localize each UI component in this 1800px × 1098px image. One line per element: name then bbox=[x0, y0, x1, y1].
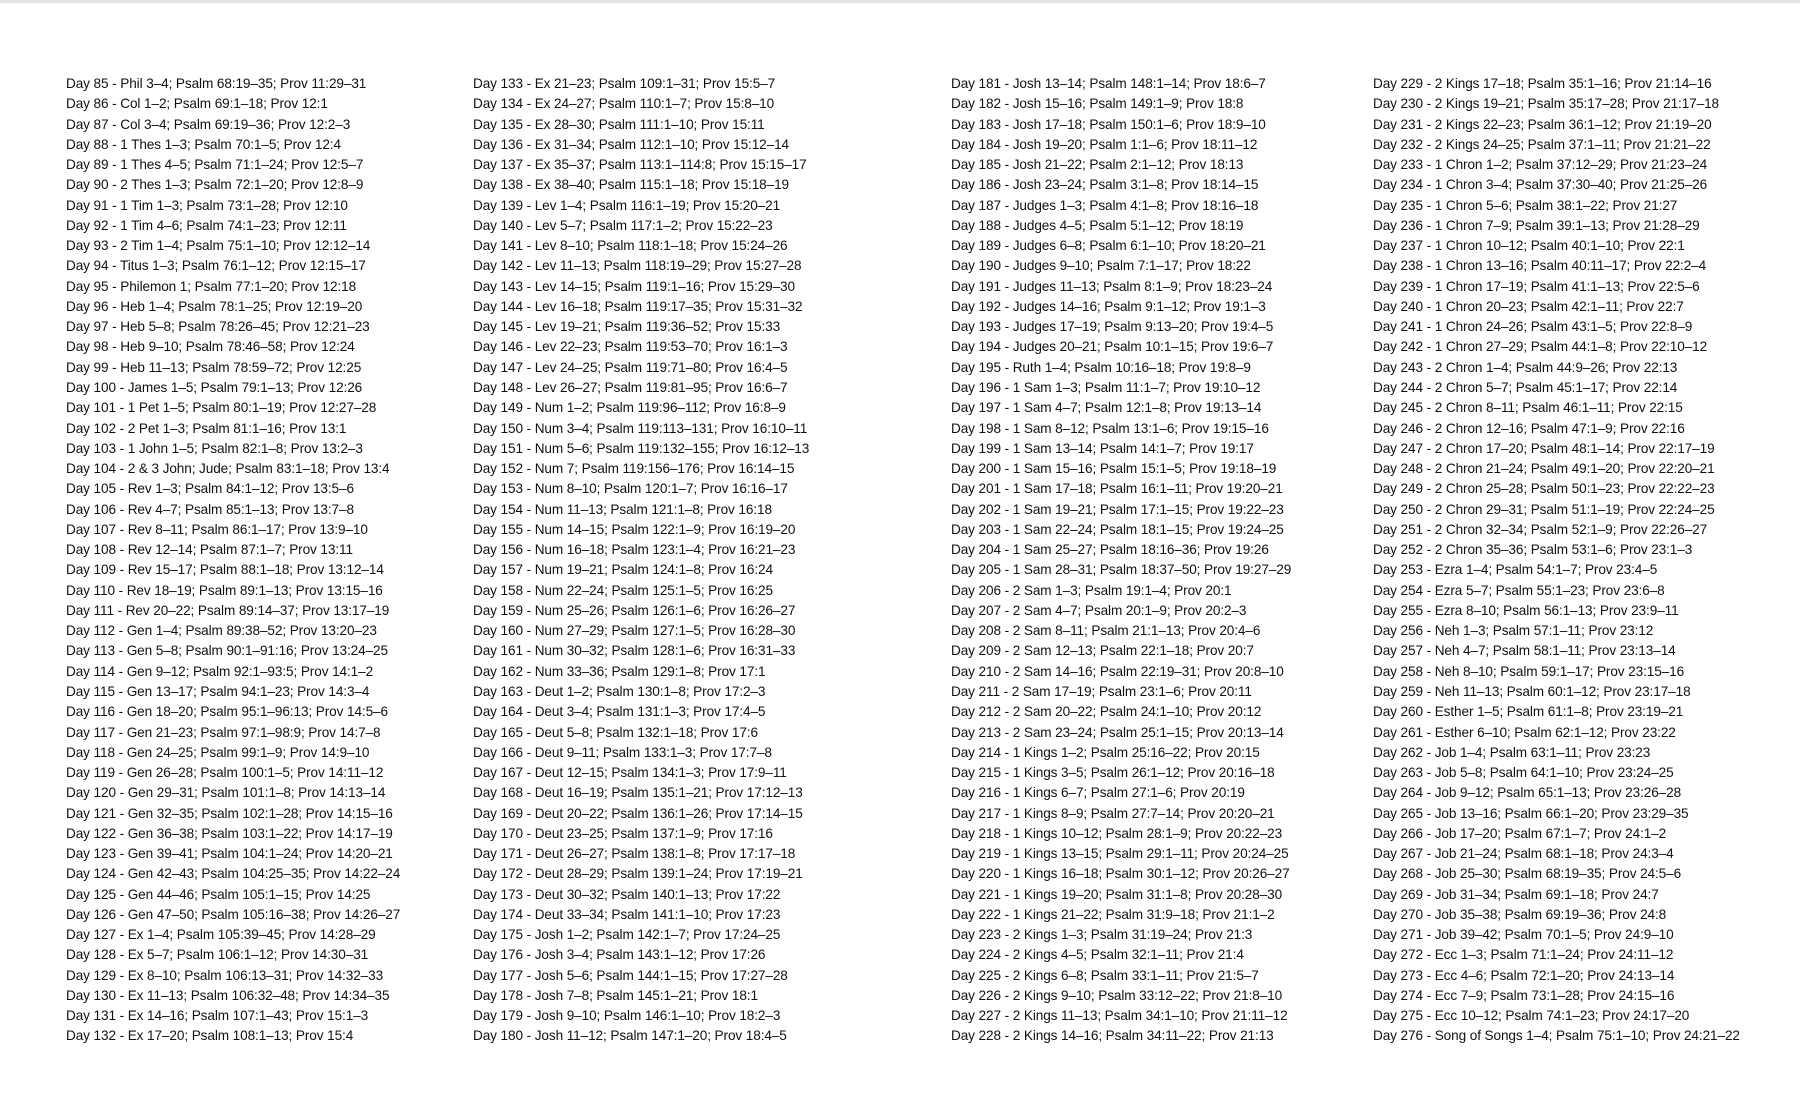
reading-entry: Day 87 - Col 3–4; Psalm 69:19–36; Prov 12:2–3 bbox=[66, 116, 351, 132]
reading-entry: Day 260 - Esther 1–5; Psalm 61:1–8; Prov 23:19–21 bbox=[1373, 704, 1684, 720]
reading-entry: Day 211 - 2 Sam 17–19; Psalm 23:1–6; Prov 20:11 bbox=[951, 683, 1252, 699]
reading-entry: Day 86 - Col 1–2; Psalm 69:1–18; Prov 12:1 bbox=[66, 96, 328, 112]
reading-entry: Day 138 - Ex 38–40; Psalm 115:1–18; Prov 15:18–19 bbox=[473, 177, 790, 193]
reading-entry: Day 237 - 1 Chron 10–12; Psalm 40:1–10; Prov 22:1 bbox=[1373, 238, 1685, 254]
reading-entry: Day 133 - Ex 21–23; Psalm 109:1–31; Prov 15:5–7 bbox=[473, 76, 776, 91]
reading-entry: Day 191 - Judges 11–13; Psalm 8:1–9; Prov 18:23–24 bbox=[951, 278, 1273, 294]
reading-entry: Day 197 - 1 Sam 4–7; Psalm 12:1–8; Prov 19:13–14 bbox=[951, 400, 1262, 416]
reading-entry: Day 174 - Deut 33–34; Psalm 141:1–10; Prov 17:23 bbox=[473, 906, 781, 922]
reading-entry: Day 126 - Gen 47–50; Psalm 105:16–38; Prov 14:26–27 bbox=[66, 906, 401, 922]
reading-entry: Day 233 - 1 Chron 1–2; Psalm 37:12–29; Prov 21:23–24 bbox=[1373, 157, 1708, 173]
reading-entry: Day 155 - Num 14–15; Psalm 122:1–9; Prov 16:19–20 bbox=[473, 521, 796, 537]
reading-entry: Day 136 - Ex 31–34; Psalm 112:1–10; Prov 15:12–14 bbox=[473, 136, 790, 152]
reading-entry: Day 129 - Ex 8–10; Psalm 106:13–31; Prov 14:32–33 bbox=[66, 967, 384, 983]
reading-entry: Day 261 - Esther 6–10; Psalm 62:1–12; Prov 23:22 bbox=[1373, 724, 1676, 740]
reading-entry: Day 202 - 1 Sam 19–21; Psalm 17:1–15; Prov 19:22–23 bbox=[951, 501, 1284, 517]
reading-entry: Day 176 - Josh 3–4; Psalm 143:1–12; Prov 17:26 bbox=[473, 947, 766, 963]
reading-entry: Day 107 - Rev 8–11; Psalm 86:1–17; Prov 13:9–10 bbox=[66, 521, 368, 537]
reading-entry: Day 161 - Num 30–32; Psalm 128:1–6; Prov 16:31–33 bbox=[473, 643, 796, 659]
reading-entry: Day 146 - Lev 22–23; Psalm 119:53–70; Prov 16:1–3 bbox=[473, 339, 788, 355]
reading-entry: Day 142 - Lev 11–13; Psalm 118:19–29; Prov 15:27–28 bbox=[473, 258, 802, 274]
reading-entry: Day 127 - Ex 1–4; Psalm 105:39–45; Prov 14:28–29 bbox=[66, 927, 376, 943]
reading-entry: Day 272 - Ecc 1–3; Psalm 71:1–24; Prov 24:11–12 bbox=[1373, 947, 1674, 963]
reading-entry: Day 236 - 1 Chron 7–9; Psalm 39:1–13; Prov 21:28–29 bbox=[1373, 217, 1700, 233]
reading-entry: Day 266 - Job 17–20; Psalm 67:1–7; Prov 24:1–2 bbox=[1373, 825, 1667, 841]
reading-entry: Day 118 - Gen 24–25; Psalm 99:1–9; Prov 14:9–10 bbox=[66, 744, 370, 760]
reading-entry: Day 252 - 2 Chron 35–36; Psalm 53:1–6; Prov 23:1–3 bbox=[1373, 542, 1693, 558]
reading-entry: Day 267 - Job 21–24; Psalm 68:1–18; Prov 24:3–4 bbox=[1373, 846, 1674, 862]
reading-entry: Day 99 - Heb 11–13; Psalm 78:59–72; Prov 12:25 bbox=[66, 359, 362, 375]
reading-entry: Day 108 - Rev 12–14; Psalm 87:1–7; Prov 13:11 bbox=[66, 542, 353, 558]
reading-entry: Day 141 - Lev 8–10; Psalm 118:1–18; Prov 15:24–26 bbox=[473, 238, 788, 254]
reading-entry: Day 104 - 2 & 3 John; Jude; Psalm 83:1–18; Prov 13:4 bbox=[66, 461, 390, 477]
reading-column-4 bbox=[1373, 74, 1740, 1047]
reading-entry: Day 162 - Num 33–36; Psalm 129:1–8; Prov 17:1 bbox=[473, 663, 766, 679]
top-divider bbox=[0, 0, 1800, 3]
reading-entry: Day 167 - Deut 12–15; Psalm 134:1–3; Prov 17:9–11 bbox=[473, 765, 787, 781]
reading-entry: Day 265 - Job 13–16; Psalm 66:1–20; Prov 23:29–35 bbox=[1373, 805, 1689, 821]
reading-entry: Day 131 - Ex 14–16; Psalm 107:1–43; Prov 15:1–3 bbox=[66, 1008, 369, 1024]
reading-entry: Day 177 - Josh 5–6; Psalm 144:1–15; Prov 17:27–28 bbox=[473, 967, 788, 983]
reading-entry: Day 110 - Rev 18–19; Psalm 89:1–13; Prov 13:15–16 bbox=[66, 582, 383, 598]
reading-entry: Day 219 - 1 Kings 13–15; Psalm 29:1–11; Prov 20:24–25 bbox=[951, 846, 1289, 862]
reading-entry: Day 263 - Job 5–8; Psalm 64:1–10; Prov 23:24–25 bbox=[1373, 765, 1674, 781]
reading-entry: Day 248 - 2 Chron 21–24; Psalm 49:1–20; Prov 22:20–21 bbox=[1373, 461, 1715, 477]
reading-entry: Day 102 - 2 Pet 1–3; Psalm 81:1–16; Prov 13:1 bbox=[66, 420, 347, 436]
reading-entry: Day 212 - 2 Sam 20–22; Psalm 24:1–10; Prov 20:12 bbox=[951, 704, 1262, 720]
reading-entry: Day 90 - 2 Thes 1–3; Psalm 72:1–20; Prov 12:8–9 bbox=[66, 177, 364, 193]
reading-entry: Day 180 - Josh 11–12; Psalm 147:1–20; Prov 18:4–5 bbox=[473, 1028, 787, 1044]
reading-entry: Day 215 - 1 Kings 3–5; Psalm 26:1–12; Prov 20:16–18 bbox=[951, 765, 1275, 781]
reading-entry: Day 258 - Neh 8–10; Psalm 59:1–17; Prov 23:15–16 bbox=[1373, 663, 1685, 679]
reading-entry: Day 188 - Judges 4–5; Psalm 5:1–12; Prov 18:19 bbox=[951, 217, 1244, 233]
reading-entry: Day 164 - Deut 3–4; Psalm 131:1–3; Prov 17:4–5 bbox=[473, 704, 766, 720]
reading-entry: Day 119 - Gen 26–28; Psalm 100:1–5; Prov 14:11–12 bbox=[66, 765, 384, 781]
reading-entry: Day 199 - 1 Sam 13–14; Psalm 14:1–7; Prov 19:17 bbox=[951, 440, 1254, 456]
reading-entry: Day 186 - Josh 23–24; Psalm 3:1–8; Prov 18:14–15 bbox=[951, 177, 1259, 193]
reading-entry: Day 187 - Judges 1–3; Psalm 4:1–8; Prov 18:16–18 bbox=[951, 197, 1259, 213]
reading-entry: Day 249 - 2 Chron 25–28; Psalm 50:1–23; Prov 22:22–23 bbox=[1373, 481, 1715, 497]
reading-entry: Day 172 - Deut 28–29; Psalm 139:1–24; Prov 17:19–21 bbox=[473, 866, 803, 882]
reading-entry: Day 216 - 1 Kings 6–7; Psalm 27:1–6; Prov 20:19 bbox=[951, 785, 1245, 801]
reading-entry: Day 225 - 2 Kings 6–8; Psalm 33:1–11; Prov 21:5–7 bbox=[951, 967, 1259, 983]
reading-entry: Day 222 - 1 Kings 21–22; Psalm 31:9–18; Prov 21:1–2 bbox=[951, 906, 1275, 922]
reading-column-3 bbox=[951, 74, 1291, 1047]
reading-entry: Day 234 - 1 Chron 3–4; Psalm 37:30–40; Prov 21:25–26 bbox=[1373, 177, 1708, 193]
reading-entry: Day 210 - 2 Sam 14–16; Psalm 22:19–31; Prov 20:8–10 bbox=[951, 663, 1284, 679]
reading-entry: Day 271 - Job 39–42; Psalm 70:1–5; Prov 24:9–10 bbox=[1373, 927, 1674, 943]
reading-entry: Day 173 - Deut 30–32; Psalm 140:1–13; Prov 17:22 bbox=[473, 886, 781, 902]
reading-entry: Day 85 - Phil 3–4; Psalm 68:19–35; Prov 11:29–31 bbox=[66, 76, 367, 91]
reading-entry: Day 116 - Gen 18–20; Psalm 95:1–96:13; Prov 14:5–6 bbox=[66, 704, 388, 720]
reading-entry: Day 232 - 2 Kings 24–25; Psalm 37:1–11; Prov 21:21–22 bbox=[1373, 136, 1711, 152]
reading-entry: Day 156 - Num 16–18; Psalm 123:1–4; Prov 16:21–23 bbox=[473, 542, 796, 558]
reading-entry: Day 175 - Josh 1–2; Psalm 142:1–7; Prov 17:24–25 bbox=[473, 927, 781, 943]
reading-entry: Day 130 - Ex 11–13; Psalm 106:32–48; Prov 14:34–35 bbox=[66, 987, 390, 1003]
reading-entry: Day 192 - Judges 14–16; Psalm 9:1–12; Prov 19:1–3 bbox=[951, 298, 1266, 314]
reading-entry: Day 165 - Deut 5–8; Psalm 132:1–18; Prov 17:6 bbox=[473, 724, 758, 740]
reading-entry: Day 179 - Josh 9–10; Psalm 146:1–10; Prov 18:2–3 bbox=[473, 1008, 781, 1024]
reading-entry: Day 113 - Gen 5–8; Psalm 90:1–91:16; Prov 13:24–25 bbox=[66, 643, 388, 659]
reading-entry: Day 158 - Num 22–24; Psalm 125:1–5; Prov 16:25 bbox=[473, 582, 773, 598]
reading-entry: Day 91 - 1 Tim 1–3; Psalm 73:1–28; Prov 12:10 bbox=[66, 197, 348, 213]
reading-entry: Day 230 - 2 Kings 19–21; Psalm 35:17–28; Prov 21:17–18 bbox=[1373, 96, 1720, 112]
reading-entry: Day 254 - Ezra 5–7; Psalm 55:1–23; Prov 23:6–8 bbox=[1373, 582, 1665, 598]
reading-entry: Day 213 - 2 Sam 23–24; Psalm 25:1–15; Prov 20:13–14 bbox=[951, 724, 1284, 740]
reading-entry: Day 208 - 2 Sam 8–11; Psalm 21:1–13; Prov 20:4–6 bbox=[951, 623, 1261, 639]
reading-entry: Day 105 - Rev 1–3; Psalm 84:1–12; Prov 13:5–6 bbox=[66, 481, 354, 497]
reading-entry: Day 193 - Judges 17–19; Psalm 9:13–20; Prov 19:4–5 bbox=[951, 319, 1274, 335]
reading-entry: Day 101 - 1 Pet 1–5; Psalm 80:1–19; Prov 12:27–28 bbox=[66, 400, 377, 416]
reading-entry: Day 224 - 2 Kings 4–5; Psalm 32:1–11; Prov 21:4 bbox=[951, 947, 1244, 963]
reading-entry: Day 171 - Deut 26–27; Psalm 138:1–8; Prov 17:17–18 bbox=[473, 846, 796, 862]
reading-entry: Day 227 - 2 Kings 11–13; Psalm 34:1–10; Prov 21:11–12 bbox=[951, 1008, 1288, 1024]
reading-entry: Day 268 - Job 25–30; Psalm 68:19–35; Prov 24:5–6 bbox=[1373, 866, 1682, 882]
reading-entry: Day 122 - Gen 36–38; Psalm 103:1–22; Prov 14:17–19 bbox=[66, 825, 393, 841]
reading-entry: Day 121 - Gen 32–35; Psalm 102:1–28; Prov 14:15–16 bbox=[66, 805, 393, 821]
reading-entry: Day 226 - 2 Kings 9–10; Psalm 33:12–22; Prov 21:8–10 bbox=[951, 987, 1283, 1003]
reading-entry: Day 205 - 1 Sam 28–31; Psalm 18:37–50; Prov 19:27–29 bbox=[951, 562, 1292, 578]
reading-entry: Day 89 - 1 Thes 4–5; Psalm 71:1–24; Prov 12:5–7 bbox=[66, 157, 364, 173]
reading-plan-page bbox=[0, 74, 1800, 1044]
reading-entry: Day 178 - Josh 7–8; Psalm 145:1–21; Prov 18:1 bbox=[473, 987, 758, 1003]
reading-entry: Day 206 - 2 Sam 1–3; Psalm 19:1–4; Prov 20:1 bbox=[951, 582, 1232, 598]
reading-entry: Day 241 - 1 Chron 24–26; Psalm 43:1–5; Prov 22:8–9 bbox=[1373, 319, 1693, 335]
reading-entry: Day 135 - Ex 28–30; Psalm 111:1–10; Prov 15:11 bbox=[473, 116, 765, 132]
reading-entry: Day 185 - Josh 21–22; Psalm 2:1–12; Prov 18:13 bbox=[951, 157, 1244, 173]
reading-entry: Day 92 - 1 Tim 4–6; Psalm 74:1–23; Prov 12:11 bbox=[66, 217, 347, 233]
reading-entry: Day 238 - 1 Chron 13–16; Psalm 40:11–17; Prov 22:2–4 bbox=[1373, 258, 1707, 274]
reading-entry: Day 255 - Ezra 8–10; Psalm 56:1–13; Prov 23:9–11 bbox=[1373, 602, 1679, 618]
reading-entry: Day 214 - 1 Kings 1–2; Psalm 25:16–22; Prov 20:15 bbox=[951, 744, 1260, 760]
reading-entry: Day 140 - Lev 5–7; Psalm 117:1–2; Prov 15:22–23 bbox=[473, 217, 773, 233]
reading-entry: Day 201 - 1 Sam 17–18; Psalm 16:1–11; Prov 19:20–21 bbox=[951, 481, 1283, 497]
reading-entry: Day 276 - Song of Songs 1–4; Psalm 75:1–10; Prov 24:21–22 bbox=[1373, 1028, 1740, 1044]
reading-entry: Day 160 - Num 27–29; Psalm 127:1–5; Prov 16:28–30 bbox=[473, 623, 796, 639]
reading-entry: Day 247 - 2 Chron 17–20; Psalm 48:1–14; Prov 22:17–19 bbox=[1373, 440, 1715, 456]
reading-entry: Day 143 - Lev 14–15; Psalm 119:1–16; Prov 15:29–30 bbox=[473, 278, 795, 294]
reading-entry: Day 98 - Heb 9–10; Psalm 78:46–58; Prov 12:24 bbox=[66, 339, 355, 355]
reading-entry: Day 257 - Neh 4–7; Psalm 58:1–11; Prov 23:13–14 bbox=[1373, 643, 1676, 659]
reading-entry: Day 124 - Gen 42–43; Psalm 104:25–35; Prov 14:22–24 bbox=[66, 866, 401, 882]
reading-entry: Day 163 - Deut 1–2; Psalm 130:1–8; Prov 17:2–3 bbox=[473, 683, 766, 699]
reading-entry: Day 262 - Job 1–4; Psalm 63:1–11; Prov 23:23 bbox=[1373, 744, 1651, 760]
reading-entry: Day 228 - 2 Kings 14–16; Psalm 34:11–22; Prov 21:13 bbox=[951, 1028, 1274, 1044]
reading-entry: Day 112 - Gen 1–4; Psalm 89:38–52; Prov 13:20–23 bbox=[66, 623, 377, 639]
reading-entry: Day 244 - 2 Chron 5–7; Psalm 45:1–17; Prov 22:14 bbox=[1373, 379, 1678, 395]
reading-entry: Day 245 - 2 Chron 8–11; Psalm 46:1–11; Prov 22:15 bbox=[1373, 400, 1683, 416]
reading-entry: Day 151 - Num 5–6; Psalm 119:132–155; Prov 16:12–13 bbox=[473, 440, 810, 456]
reading-entry: Day 264 - Job 9–12; Psalm 65:1–13; Prov 23:26–28 bbox=[1373, 785, 1682, 801]
reading-entry: Day 93 - 2 Tim 1–4; Psalm 75:1–10; Prov 12:12–14 bbox=[66, 238, 371, 254]
reading-entry: Day 169 - Deut 20–22; Psalm 136:1–26; Prov 17:14–15 bbox=[473, 805, 803, 821]
reading-entry: Day 196 - 1 Sam 1–3; Psalm 11:1–7; Prov 19:10–12 bbox=[951, 379, 1261, 395]
reading-entry: Day 144 - Lev 16–18; Psalm 119:17–35; Prov 15:31–32 bbox=[473, 298, 803, 314]
reading-entry: Day 198 - 1 Sam 8–12; Psalm 13:1–6; Prov 19:15–16 bbox=[951, 420, 1269, 436]
reading-entry: Day 223 - 2 Kings 1–3; Psalm 31:19–24; Prov 21:3 bbox=[951, 927, 1253, 943]
reading-entry: Day 273 - Ecc 4–6; Psalm 72:1–20; Prov 24:13–14 bbox=[1373, 967, 1675, 983]
reading-entry: Day 149 - Num 1–2; Psalm 119:96–112; Prov 16:8–9 bbox=[473, 400, 786, 416]
reading-entry: Day 256 - Neh 1–3; Psalm 57:1–11; Prov 23:12 bbox=[1373, 623, 1654, 639]
reading-entry: Day 221 - 1 Kings 19–20; Psalm 31:1–8; Prov 20:28–30 bbox=[951, 886, 1283, 902]
reading-entry: Day 125 - Gen 44–46; Psalm 105:1–15; Prov 14:25 bbox=[66, 886, 371, 902]
reading-entry: Day 209 - 2 Sam 12–13; Psalm 22:1–18; Prov 20:7 bbox=[951, 643, 1254, 659]
reading-entry: Day 103 - 1 John 1–5; Psalm 82:1–8; Prov 13:2–3 bbox=[66, 440, 363, 456]
reading-entry: Day 195 - Ruth 1–4; Psalm 10:16–18; Prov 19:8–9 bbox=[951, 359, 1251, 375]
reading-entry: Day 148 - Lev 26–27; Psalm 119:81–95; Prov 16:6–7 bbox=[473, 379, 788, 395]
reading-entry: Day 147 - Lev 24–25; Psalm 119:71–80; Prov 16:4–5 bbox=[473, 359, 788, 375]
reading-entry: Day 251 - 2 Chron 32–34; Psalm 52:1–9; Prov 22:26–27 bbox=[1373, 521, 1708, 537]
reading-entry: Day 220 - 1 Kings 16–18; Psalm 30:1–12; Prov 20:26–27 bbox=[951, 866, 1290, 882]
reading-entry: Day 114 - Gen 9–12; Psalm 92:1–93:5; Prov 14:1–2 bbox=[66, 663, 374, 679]
reading-entry: Day 111 - Rev 20–22; Psalm 89:14–37; Prov 13:17–19 bbox=[66, 602, 390, 618]
reading-entry: Day 217 - 1 Kings 8–9; Psalm 27:7–14; Prov 20:20–21 bbox=[951, 805, 1275, 821]
reading-entry: Day 189 - Judges 6–8; Psalm 6:1–10; Prov 18:20–21 bbox=[951, 238, 1266, 254]
reading-column-2 bbox=[473, 74, 809, 1047]
reading-entry: Day 94 - Titus 1–3; Psalm 76:1–12; Prov 12:15–17 bbox=[66, 258, 366, 274]
reading-entry: Day 170 - Deut 23–25; Psalm 137:1–9; Prov 17:16 bbox=[473, 825, 773, 841]
reading-entry: Day 100 - James 1–5; Psalm 79:1–13; Prov 12:26 bbox=[66, 379, 363, 395]
reading-entry: Day 154 - Num 11–13; Psalm 121:1–8; Prov 16:18 bbox=[473, 501, 772, 517]
reading-entry: Day 240 - 1 Chron 20–23; Psalm 42:1–11; Prov 22:7 bbox=[1373, 298, 1684, 314]
reading-entry: Day 274 - Ecc 7–9; Psalm 73:1–28; Prov 24:15–16 bbox=[1373, 987, 1675, 1003]
reading-entry: Day 115 - Gen 13–17; Psalm 94:1–23; Prov 14:3–4 bbox=[66, 683, 370, 699]
reading-entry: Day 132 - Ex 17–20; Psalm 108:1–13; Prov 15:4 bbox=[66, 1028, 354, 1044]
reading-entry: Day 204 - 1 Sam 25–27; Psalm 18:16–36; Prov 19:26 bbox=[951, 542, 1269, 558]
reading-entry: Day 139 - Lev 1–4; Psalm 116:1–19; Prov 15:20–21 bbox=[473, 197, 781, 213]
reading-entry: Day 97 - Heb 5–8; Psalm 78:26–45; Prov 12:21–23 bbox=[66, 319, 370, 335]
reading-entry: Day 181 - Josh 13–14; Psalm 148:1–14; Prov 18:6–7 bbox=[951, 76, 1266, 91]
reading-entry: Day 207 - 2 Sam 4–7; Psalm 20:1–9; Prov 20:2–3 bbox=[951, 602, 1247, 618]
reading-entry: Day 166 - Deut 9–11; Psalm 133:1–3; Prov 17:7–8 bbox=[473, 744, 772, 760]
reading-entry: Day 109 - Rev 15–17; Psalm 88:1–18; Prov 13:12–14 bbox=[66, 562, 384, 578]
reading-entry: Day 128 - Ex 5–7; Psalm 106:1–12; Prov 14:30–31 bbox=[66, 947, 369, 963]
reading-entry: Day 88 - 1 Thes 1–3; Psalm 70:1–5; Prov 12:4 bbox=[66, 136, 341, 152]
reading-entry: Day 250 - 2 Chron 29–31; Psalm 51:1–19; Prov 22:24–25 bbox=[1373, 501, 1715, 517]
reading-entry: Day 242 - 1 Chron 27–29; Psalm 44:1–8; Prov 22:10–12 bbox=[1373, 339, 1708, 355]
reading-entry: Day 243 - 2 Chron 1–4; Psalm 44:9–26; Prov 22:13 bbox=[1373, 359, 1678, 375]
reading-entry: Day 275 - Ecc 10–12; Psalm 74:1–23; Prov 24:17–20 bbox=[1373, 1008, 1690, 1024]
reading-column-1 bbox=[66, 74, 400, 1047]
reading-entry: Day 184 - Josh 19–20; Psalm 1:1–6; Prov 18:11–12 bbox=[951, 136, 1258, 152]
reading-entry: Day 159 - Num 25–26; Psalm 126:1–6; Prov 16:26–27 bbox=[473, 602, 796, 618]
reading-entry: Day 145 - Lev 19–21; Psalm 119:36–52; Prov 15:33 bbox=[473, 319, 781, 335]
reading-entry: Day 194 - Judges 20–21; Psalm 10:1–15; Prov 19:6–7 bbox=[951, 339, 1274, 355]
reading-entry: Day 253 - Ezra 1–4; Psalm 54:1–7; Prov 23:4–5 bbox=[1373, 562, 1658, 578]
reading-entry: Day 137 - Ex 35–37; Psalm 113:1–114:8; Prov 15:15–17 bbox=[473, 157, 807, 173]
reading-entry: Day 153 - Num 8–10; Psalm 120:1–7; Prov 16:16–17 bbox=[473, 481, 788, 497]
reading-entry: Day 190 - Judges 9–10; Psalm 7:1–17; Prov 18:22 bbox=[951, 258, 1251, 274]
reading-entry: Day 95 - Philemon 1; Psalm 77:1–20; Prov 12:18 bbox=[66, 278, 357, 294]
reading-entry: Day 229 - 2 Kings 17–18; Psalm 35:1–16; Prov 21:14–16 bbox=[1373, 76, 1712, 91]
reading-entry: Day 168 - Deut 16–19; Psalm 135:1–21; Prov 17:12–13 bbox=[473, 785, 803, 801]
reading-entry: Day 123 - Gen 39–41; Psalm 104:1–24; Prov 14:20–21 bbox=[66, 846, 393, 862]
reading-entry: Day 259 - Neh 11–13; Psalm 60:1–12; Prov 23:17–18 bbox=[1373, 683, 1691, 699]
reading-entry: Day 269 - Job 31–34; Psalm 69:1–18; Prov 24:7 bbox=[1373, 886, 1659, 902]
reading-entry: Day 96 - Heb 1–4; Psalm 78:1–25; Prov 12:19–20 bbox=[66, 298, 363, 314]
reading-entry: Day 200 - 1 Sam 15–16; Psalm 15:1–5; Prov 19:18–19 bbox=[951, 461, 1277, 477]
reading-entry: Day 203 - 1 Sam 22–24; Psalm 18:1–15; Prov 19:24–25 bbox=[951, 521, 1284, 537]
reading-entry: Day 183 - Josh 17–18; Psalm 150:1–6; Prov 18:9–10 bbox=[951, 116, 1266, 132]
reading-entry: Day 182 - Josh 15–16; Psalm 149:1–9; Prov 18:8 bbox=[951, 96, 1244, 112]
reading-entry: Day 134 - Ex 24–27; Psalm 110:1–7; Prov 15:8–10 bbox=[473, 96, 775, 112]
reading-entry: Day 120 - Gen 29–31; Psalm 101:1–8; Prov 14:13–14 bbox=[66, 785, 386, 801]
reading-entry: Day 231 - 2 Kings 22–23; Psalm 36:1–12; Prov 21:19–20 bbox=[1373, 116, 1712, 132]
reading-entry: Day 239 - 1 Chron 17–19; Psalm 41:1–13; Prov 22:5–6 bbox=[1373, 278, 1700, 294]
reading-entry: Day 270 - Job 35–38; Psalm 69:19–36; Prov 24:8 bbox=[1373, 906, 1667, 922]
reading-entry: Day 235 - 1 Chron 5–6; Psalm 38:1–22; Prov 21:27 bbox=[1373, 197, 1678, 213]
reading-entry: Day 150 - Num 3–4; Psalm 119:113–131; Prov 16:10–11 bbox=[473, 420, 808, 436]
reading-entry: Day 157 - Num 19–21; Psalm 124:1–8; Prov 16:24 bbox=[473, 562, 773, 578]
reading-entry: Day 117 - Gen 21–23; Psalm 97:1–98:9; Prov 14:7–8 bbox=[66, 724, 381, 740]
reading-entry: Day 106 - Rev 4–7; Psalm 85:1–13; Prov 13:7–8 bbox=[66, 501, 354, 517]
reading-entry: Day 246 - 2 Chron 12–16; Psalm 47:1–9; Prov 22:16 bbox=[1373, 420, 1685, 436]
reading-entry: Day 152 - Num 7; Psalm 119:156–176; Prov 16:14–15 bbox=[473, 461, 795, 477]
reading-entry: Day 218 - 1 Kings 10–12; Psalm 28:1–9; Prov 20:22–23 bbox=[951, 825, 1283, 841]
